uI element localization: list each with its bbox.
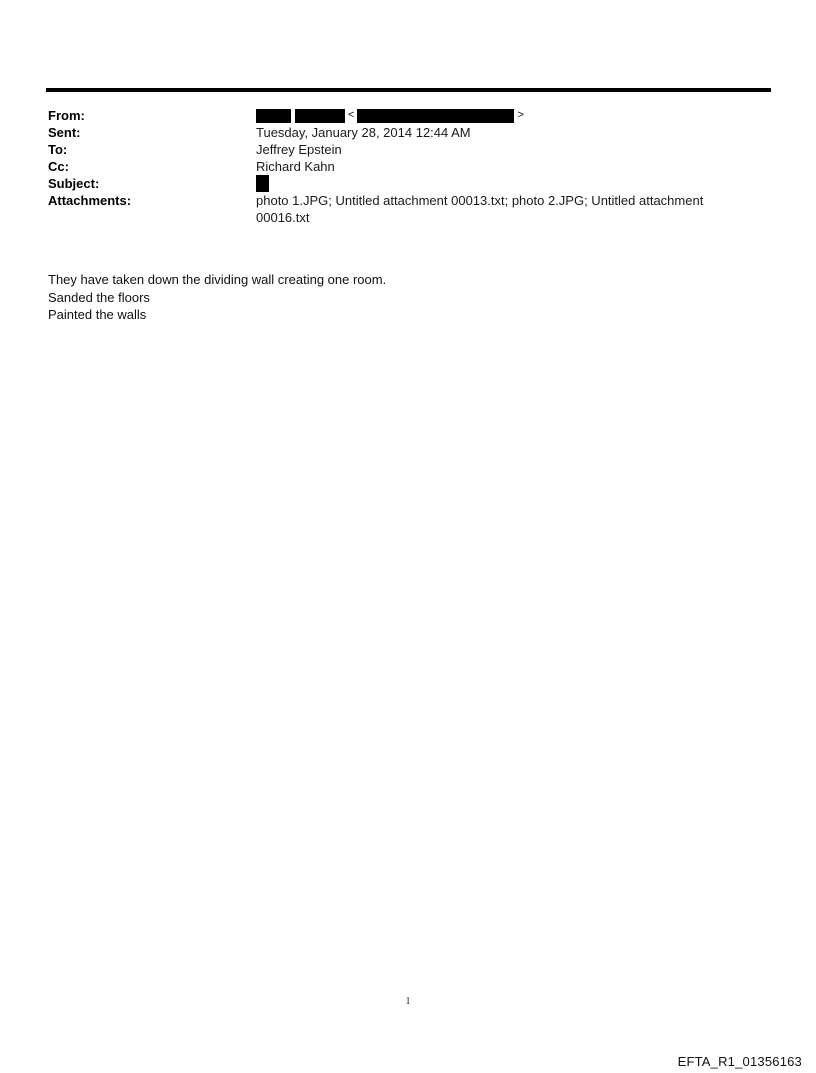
header-divider-rule bbox=[46, 88, 771, 92]
email-header bbox=[48, 107, 748, 226]
attachments-line: 00016.txt bbox=[256, 210, 310, 225]
subject-row bbox=[48, 175, 748, 192]
from-row bbox=[48, 107, 748, 124]
subject-value bbox=[256, 175, 748, 192]
bates-number: EFTA_R1_01356163 bbox=[677, 1054, 802, 1069]
cc-row bbox=[48, 158, 748, 175]
cc-label: Cc: bbox=[48, 159, 69, 174]
subject-label: Subject: bbox=[48, 176, 100, 191]
redaction-block bbox=[295, 109, 345, 123]
sent-row bbox=[48, 124, 748, 141]
attachments-line: photo 1.JPG; Untitled attachment 00013.txt; photo 2.JPG; Untitled attachment bbox=[256, 193, 704, 208]
from-value bbox=[256, 107, 748, 124]
to-label: To: bbox=[48, 142, 68, 157]
email-body bbox=[48, 271, 748, 324]
attachments-label: Attachments: bbox=[48, 193, 132, 208]
sent-label: Sent: bbox=[48, 125, 81, 140]
cc-value: Richard Kahn bbox=[256, 159, 335, 174]
body-line: Painted the walls bbox=[48, 307, 147, 322]
redaction-block bbox=[256, 175, 269, 192]
redaction-block bbox=[357, 109, 514, 123]
redaction-block bbox=[256, 109, 291, 123]
body-line: Sanded the floors bbox=[48, 289, 150, 305]
sent-value: Tuesday, January 28, 2014 12:44 AM bbox=[256, 125, 471, 140]
page-number: 1 bbox=[405, 996, 411, 1007]
to-value: Jeffrey Epstein bbox=[256, 142, 342, 157]
from-bracket-open: < bbox=[348, 109, 355, 121]
from-bracket-close: > bbox=[517, 109, 524, 121]
to-row bbox=[48, 141, 748, 158]
from-label: From: bbox=[48, 108, 85, 123]
attachments-value bbox=[256, 192, 748, 226]
body-line: They have taken down the dividing wall creating one room. bbox=[48, 272, 387, 287]
attachments-row bbox=[48, 192, 748, 226]
